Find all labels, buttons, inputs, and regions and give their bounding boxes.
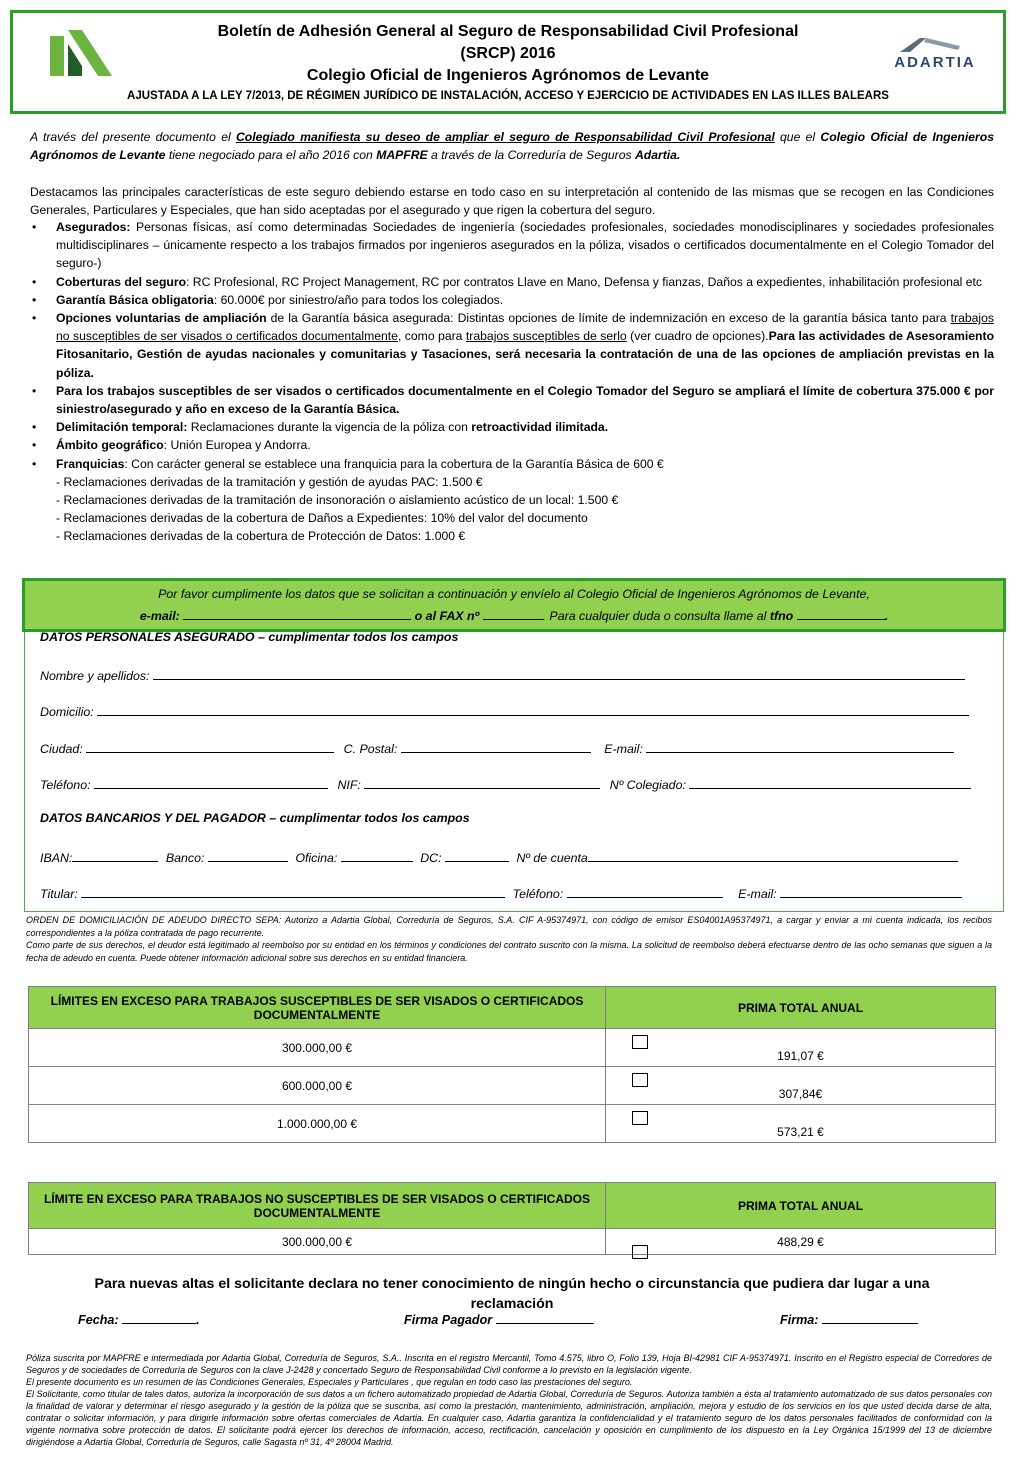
pagador-field[interactable]	[496, 1310, 594, 1324]
declaration: Para nuevas altas el solicitante declara no tener conocimiento de ningún hecho o circunstancia que pudiera dar lugar a una reclamación	[94, 1276, 930, 1312]
title-line-3: Colegio Oficial de Ingenieros Agrónomos de Levante	[306, 67, 710, 84]
section-bank-title	[40, 811, 470, 825]
bullet-label: Asegurados:	[56, 220, 131, 234]
bullet-label: Garantía Básica obligatoria	[56, 292, 214, 307]
bullet-text: Personas físicas, así como determinadas Sociedades de ingeniería (sociedades profesionales, sociedades monodisciplinares y sociedades profesionales multidisciplinares – únicamente respecto a los trabajos firmados por ingenieros asegurados en la póliza, visados o certificados documentalmente en el Colegio Tomador del seguro-)	[56, 220, 994, 271]
form-box	[24, 620, 1004, 912]
cuenta-label: Nº de cuenta	[516, 851, 588, 865]
bullet-label: Coberturas del seguro	[56, 274, 187, 289]
table2-header-premium: PRIMA TOTAL ANUAL	[606, 1183, 996, 1229]
table2-premium-cell: 488,29 €	[606, 1229, 996, 1255]
header-box	[10, 10, 1006, 114]
table1-premium-cell: 191,07 €	[606, 1029, 996, 1067]
fax-label: o al FAX nº	[414, 609, 480, 623]
adartia-logo	[880, 36, 990, 72]
limit-value: 300.000,00 €	[281, 1040, 353, 1055]
footer-privacy: El Solicitante, como titular de tales datos, autoriza la incorporación de sus datos a un fichero automatizado propiedad de Adartia Global, Correduría de Seguros. Autoriza también a ésta al tratamiento automatizado de sus datos personales con la finalidad de valorar y determinar el riesgo asegurado y la gestión de la póliza que se suscriba, así como la prestación, mantenimiento, administración, ampliación, mejora y estudio de los servicios en los que usted decida darse de alta, contratar o solicitar información, y para dirigirle información sobre ofertas comerciales de Adartia. En cualquier caso, Adartia garantiza la confidencialidad y el tratamiento seguro de los datos personales facilitados de conformidad con la vigente normativa sobre protección de datos. El solicitante podrá ejercer los derechos de información, acceso, rectificación, cancelación y oposición en cumplimiento de los dispuesto en la Ley Orgánica 15/1999 del 13 de diciembre dirigiéndose a Adartia Global, Correduría de Seguros, calle Sagasta nº 31, 4º 28004 Madrid.	[26, 1389, 992, 1447]
email-label: E-mail:	[604, 742, 643, 756]
table1-limit-cell	[29, 1029, 606, 1067]
row-domicilio	[40, 702, 969, 719]
bullet-coberturas	[56, 273, 994, 291]
bullet-text: : RC Profesional, RC Project Management, RC por contratos Llave en Mano, Defensa y fianzas, Daños a expedientes, inhabilitación profesional etc	[186, 274, 983, 289]
domicilio-field[interactable]	[97, 702, 969, 716]
email-label: e-mail:	[139, 609, 180, 623]
section-subtitle: – cumplimentar todos los campos	[269, 811, 470, 825]
oficina-field[interactable]	[341, 848, 413, 862]
bullet-delimitacion	[56, 418, 994, 436]
intro-text: A través del presente documento el	[30, 130, 236, 144]
fecha-end: .	[196, 1313, 200, 1327]
fecha-label: Fecha:	[78, 1313, 119, 1327]
email2-label: E-mail:	[738, 887, 777, 901]
option-checkbox[interactable]	[632, 1111, 648, 1125]
bullet-text: (ver cuadro de opciones).	[626, 329, 769, 344]
titular-label: Titular:	[40, 887, 78, 901]
fax-blank[interactable]	[483, 606, 543, 620]
row-nombre	[40, 666, 965, 683]
franchise-item: - Reclamaciones derivadas de la cobertura de Daños a Expedientes: 10% del valor del documento	[56, 511, 588, 526]
iban-label: IBAN:	[40, 851, 73, 865]
franchise-item: - Reclamaciones derivadas de la tramitación y gestión de ayudas PAC: 1.500 €	[56, 474, 483, 489]
tel-blank[interactable]	[797, 606, 885, 620]
dc-label: DC:	[420, 851, 442, 865]
firma-field[interactable]	[822, 1310, 918, 1324]
table-row	[29, 1067, 996, 1105]
bullet-underlined: trabajos no susceptibles de ser visados o certificados documentalmente	[56, 311, 994, 344]
features-paragraph: Destacamos las principales características de este seguro debiendo estarse en todo caso en su interpretación al contenido de las mismas que se recogen en las Condiciones Generales, Particulares y Especiales, que han sido aceptadas por el asegurado y que rigen la cobertura del seguro.	[30, 185, 994, 218]
college-logo	[50, 30, 112, 76]
instructions-line-2	[25, 606, 1003, 623]
intro-broker: Adartia.	[634, 148, 681, 163]
cuenta-field[interactable]	[588, 848, 958, 862]
telefono2-field[interactable]	[567, 884, 723, 898]
footer-legal	[26, 1352, 992, 1448]
bullet-visados	[56, 382, 994, 418]
bullet-bold: retroactividad ilimitada.	[471, 420, 609, 435]
sepa-rights: Como parte de sus derechos, el deudor está legitimado al reembolso por su entidad en los términos y condiciones del contrato suscrito con la misma. La solicitud de reembolso deberá efectuarse dentro de las ocho semanas que siguen a la fecha de adeudo en cuenta. Puede obtener información adicional sobre sus derechos en su entidad financiera.	[26, 940, 992, 963]
email-blank[interactable]	[183, 606, 411, 620]
row-titular	[40, 884, 962, 901]
table1-header-limit: LÍMITES EN EXCESO PARA TRABAJOS SUSCEPTIBLES DE SER VISADOS O CERTIFICADOS DOCUMENTALMENTE	[29, 987, 606, 1029]
section-subtitle: – cumplimentar todos los campos	[258, 630, 459, 644]
sepa-mandate	[26, 914, 992, 964]
nombre-label: Nombre y apellidos:	[40, 669, 150, 683]
section-title: DATOS BANCARIOS Y DEL PAGADOR	[40, 811, 266, 825]
firma-label: Firma:	[780, 1313, 819, 1327]
ciudad-field[interactable]	[86, 739, 334, 753]
nombre-field[interactable]	[153, 666, 965, 680]
instructions-line-1: Por favor cumplimente los datos que se solicitan a continuación y envíelo al Colegio Oficial de Ingenieros Agrónomos de Levante,	[158, 587, 870, 601]
bullet-label: Ámbito geográfico	[56, 438, 164, 453]
table1-limit-cell	[29, 1105, 606, 1143]
banco-label: Banco:	[165, 851, 205, 865]
bullet-text: Reclamaciones durante la vigencia de la póliza con	[187, 420, 472, 435]
section-title: DATOS PERSONALES ASEGURADO	[40, 630, 255, 644]
table-row	[29, 1029, 996, 1067]
telefono-label: Teléfono:	[40, 778, 91, 792]
titular-field[interactable]	[81, 884, 505, 898]
bullet-ambito	[56, 436, 994, 454]
nif-label: NIF:	[337, 778, 361, 792]
table2-header-limit: LÍMITE EN EXCESO PARA TRABAJOS NO SUSCEPTIBLES DE SER VISADOS O CERTIFICADOS DOCUMENTALMENTE	[29, 1183, 606, 1229]
table1-limit-cell	[29, 1067, 606, 1105]
row-iban	[40, 848, 958, 865]
bullet-label: Franquicias	[56, 456, 125, 471]
limit-value: 300.000,00 €	[281, 1234, 353, 1249]
bullet-text: : Con carácter general se establece una franquicia para la cobertura de la Garantía Básica de 600 €	[124, 456, 664, 471]
dc-field[interactable]	[445, 848, 509, 862]
bullet-text: , como para	[397, 329, 466, 344]
bullet-opciones	[56, 309, 994, 382]
instructions-mid: . Para cualquier duda o consulta llame al	[542, 609, 767, 623]
limit-value: 600.000,00 €	[281, 1078, 353, 1093]
cpostal-field[interactable]	[401, 739, 591, 753]
option-checkbox[interactable]	[632, 1073, 648, 1087]
franchise-item: - Reclamaciones derivadas de la tramitación de insonoración o aislamiento acústico de un local: 1.500 €	[56, 493, 619, 508]
intro-text: que el	[774, 130, 821, 144]
bullet-bold: Para los trabajos susceptibles de ser visados o certificados documentalmente en el Colegio Tomador del Seguro se ampliará el límite de cobertura 375.000 € por siniestro/asegurado y año en exceso de la Garantía Básica.	[56, 383, 994, 417]
option-checkbox[interactable]	[632, 1245, 648, 1259]
row-telefono	[40, 775, 971, 792]
header-subtitle: AJUSTADA A LA LEY 7/2013, DE RÉGIMEN JURÍDICO DE INSTALACIÓN, ACCESO Y EJERCICIO DE ACTIVIDADES EN LAS ILLES BALEARS	[127, 90, 889, 102]
firma-pagador-row	[404, 1310, 594, 1327]
bullet-text: de la Garantía básica asegurada: Distintas opciones de límite de indemnización en exceso de la garantía básica tanto para	[266, 311, 951, 326]
bullet-garantia	[56, 291, 994, 309]
bullet-franquicias	[56, 455, 994, 473]
limits-table-no-visados	[28, 1182, 996, 1255]
sepa-text: ORDEN DE DOMICILIACIÓN DE ADEUDO DIRECTO SEPA: Autorizo a Adartia Global, Correduría de Seguros, S.A. CIF A-95374971, con código de emisor ES04001A95374971, a cargar y enviar a mi cuenta indicada, los recibos correspondientes a la póliza contratada de pago recurrente.	[26, 915, 992, 938]
title-line-1: Boletín de Adhesión General al Seguro de Responsabilidad Civil Profesional	[217, 23, 799, 40]
features-list	[30, 218, 994, 546]
intro-college: Colegio Oficial de Ingenieros Agrónomos de Levante	[30, 130, 994, 163]
fecha-row	[78, 1310, 200, 1327]
table2-limit-cell	[29, 1229, 606, 1255]
adartia-logo-mark	[880, 36, 990, 56]
nif-field[interactable]	[364, 775, 600, 789]
domicilio-label: Domicilio:	[40, 705, 94, 719]
tel-label: tfno	[769, 609, 794, 623]
bullet-text: : Unión Europea y Andorra.	[163, 438, 311, 453]
intro-text: tiene negociado para el año 2016 con	[165, 148, 377, 163]
bullet-asegurados	[56, 218, 994, 273]
limits-table-visados	[28, 986, 996, 1143]
email-field[interactable]	[646, 739, 954, 753]
bullet-label: Opciones voluntarias de ampliación	[56, 311, 267, 326]
instructions-end: .	[884, 609, 889, 623]
cpostal-label: C. Postal:	[343, 742, 398, 756]
instructions-band	[22, 578, 1006, 632]
row-ciudad	[40, 739, 954, 756]
title-line-2: (SRCP) 2016	[460, 45, 556, 62]
table1-header-premium: PRIMA TOTAL ANUAL	[606, 987, 996, 1029]
telefono2-label: Teléfono:	[512, 887, 564, 901]
limit-value: 1.000.000,00 €	[276, 1116, 358, 1131]
table-row	[29, 1105, 996, 1143]
intro-text: a través de la Correduría de Seguros	[427, 148, 635, 163]
bullet-text: : 60.000€ por siniestro/año para todos los colegiados.	[213, 292, 504, 307]
intro-underlined: Colegiado manifiesta su deseo de ampliar el seguro de Responsabilidad Civil Profesional	[235, 130, 775, 144]
adartia-logo-text: ADARTIA	[894, 54, 976, 71]
fecha-field[interactable]	[122, 1310, 196, 1324]
intro-insurer: MAPFRE	[376, 148, 428, 163]
table1-premium-cell: 573,21 €	[606, 1105, 996, 1143]
firma-row	[780, 1310, 918, 1327]
pagador-label: Firma Pagador	[404, 1313, 493, 1327]
iban-field[interactable]	[72, 848, 158, 862]
option-checkbox[interactable]	[632, 1035, 648, 1049]
intro-paragraph	[30, 128, 994, 164]
bullet-underlined: trabajos susceptibles de serlo	[465, 329, 627, 344]
footer-policy: Póliza suscrita por MAPFRE e intermediada por Adartia Global, Correduría de Seguros, S.A.. Inscrita en el registro Mercantil, Tomo 4.575, libro O, Folio 139, Hoja BI-42981 CIF A-95374971. Inscrito en el Registro especial de Corredores de Seguros y de sociedades de Correduría de Seguros con la clave J-2428 y concertado Seguro de Responsabilidad Civil conforme a lo previsto en la legislación vigente.	[26, 1353, 992, 1375]
bullet-label: Delimitación temporal:	[56, 420, 188, 435]
colegiado-label: Nº Colegiado:	[609, 778, 686, 792]
banco-field[interactable]	[208, 848, 288, 862]
colegiado-field[interactable]	[689, 775, 971, 789]
table1-premium-cell: 307,84€	[606, 1067, 996, 1105]
franchise-sublist	[30, 473, 994, 546]
footer-summary: El presente documento es un resumen de las Condiciones Generales, Especiales y Particulares , que regulan en todo caso las prestaciones del seguro.	[26, 1377, 633, 1387]
franchise-item: - Reclamaciones derivadas de la cobertura de Protección de Datos: 1.000 €	[56, 529, 466, 544]
ciudad-label: Ciudad:	[40, 742, 83, 756]
telefono-field[interactable]	[94, 775, 328, 789]
section-personal-title	[40, 630, 458, 644]
oficina-label: Oficina:	[295, 851, 338, 865]
email2-field[interactable]	[780, 884, 962, 898]
table-row	[29, 1229, 996, 1255]
bullet-bold: Para las actividades de Asesoramiento Fitosanitario, Gestión de ayudas nacionales y comunitarias y Tasaciones, será necesaria la contratación de una de las opciones de ampliación previstas en la póliza.	[56, 329, 995, 380]
